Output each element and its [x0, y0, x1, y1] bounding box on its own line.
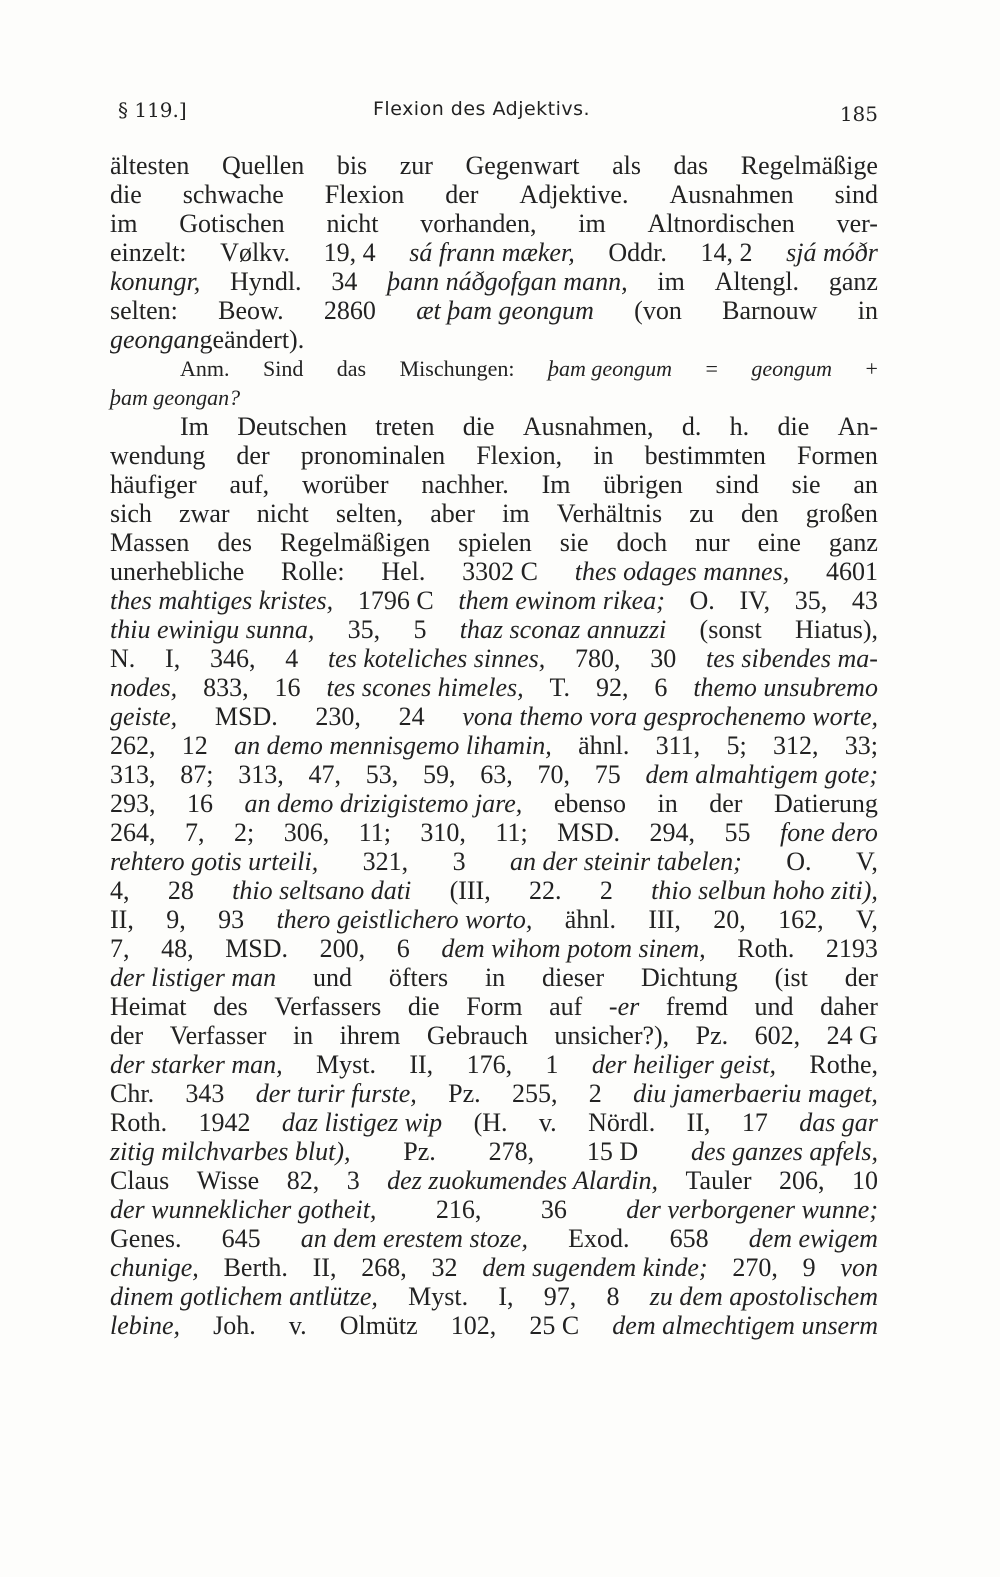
text-line: wendung der pronominalen Flexion, in bestimmten Formen: [110, 441, 878, 470]
text-line: selten: Beow. 2860 æt þam geongum (von Barnouw in: [110, 296, 878, 325]
text-line: Roth. 1942 daz listigez wip (H. v. Nördl. II, 17 das gar: [110, 1108, 878, 1137]
text-line: II, 9, 93 thero geistlichero worto, ähnl. III, 20, 162, V,: [110, 905, 878, 934]
section-reference: § 119.]: [118, 98, 187, 122]
text-line: zitig milchvarbes blut), Pz. 278, 15 D des ganzes apfels,: [110, 1137, 878, 1166]
text-line: 313, 87; 313, 47, 53, 59, 63, 70, 75 dem almahtigem gote;: [110, 760, 878, 789]
text-line: 262, 12 an demo mennisgemo lihamin, ähnl. 311, 5; 312, 33;: [110, 731, 878, 760]
text-line: 293, 16 an demo drizigistemo jare, ebenso in der Datierung: [110, 789, 878, 818]
text-line: Claus Wisse 82, 3 dez zuokumendes Alardin, Tauler 206, 10: [110, 1166, 878, 1195]
text-line: Heimat des Verfassers die Form auf -er fremd und daher: [110, 992, 878, 1021]
text-line: thes mahtiges kristes, 1796 C them ewinom rikea; O. IV, 35, 43: [110, 586, 878, 615]
text-line: rehtero gotis urteili, 321, 3 an der steinir tabelen; O. V,: [110, 847, 878, 876]
text-line: ältesten Quellen bis zur Gegenwart als das Regelmäßige: [110, 151, 878, 180]
text-line: dinem gotlichem antlütze, Myst. I, 97, 8 zu dem apostolischem: [110, 1282, 878, 1311]
text-line: häufiger auf, worüber nachher. Im übrigen sind sie an: [110, 470, 878, 499]
text-line: unerhebliche Rolle: Hel. 3302 C thes odages mannes, 4601: [110, 557, 878, 586]
text-line: Chr. 343 der turir furste, Pz. 255, 2 diu jamerbaeriu maget,: [110, 1079, 878, 1108]
text-line: Massen des Regelmäßigen spielen sie doch nur eine ganz: [110, 528, 878, 557]
text-line: N. I, 346, 4 tes koteliches sinnes, 780, 30 tes sibendes ma-: [110, 644, 878, 673]
annotation-line: Anm. Sind das Mischungen: þam geongum = geongum +: [180, 356, 878, 381]
text-line: geiste, MSD. 230, 24 vona themo vora gesprochenemo worte,: [110, 702, 878, 731]
text-line: thiu ewinigu sunna, 35, 5 thaz sconaz annuzzi (sonst Hiatus),: [110, 615, 878, 644]
running-header: [118, 98, 878, 128]
text-line: im Gotischen nicht vorhanden, im Altnordischen ver-: [110, 209, 878, 238]
text-line: nodes, 833, 16 tes scones himeles, T. 92, 6 themo unsubremo: [110, 673, 878, 702]
page-body-text: [110, 151, 878, 1340]
text-line: sich zwar nicht selten, aber im Verhältnis zu den großen: [110, 499, 878, 528]
text-line: chunige, Berth. II, 268, 32 dem sugendem kinde; 270, 9 von: [110, 1253, 878, 1282]
text-line: der listiger man und öfters in dieser Dichtung (ist der: [110, 963, 878, 992]
text-line: geongan geändert).: [110, 325, 305, 354]
text-line: 264, 7, 2; 306, 11; 310, 11; MSD. 294, 55 fone dero: [110, 818, 878, 847]
text-line: konungr, Hyndl. 34 þann náðgofgan mann, im Altengl. ganz: [110, 267, 878, 296]
text-line: der wunneklicher gotheit, 216, 36 der verborgener wunne;: [110, 1195, 878, 1224]
page-number: 185: [839, 102, 878, 126]
text-line: 7, 48, MSD. 200, 6 dem wihom potom sinem, Roth. 2193: [110, 934, 878, 963]
text-line: 4, 28 thio seltsano dati (III, 22. 2 thio selbun hoho ziti),: [110, 876, 878, 905]
text-line: die schwache Flexion der Adjektive. Ausnahmen sind: [110, 180, 878, 209]
text-line: der Verfasser in ihrem Gebrauch unsicher?), Pz. 602, 24 G: [110, 1021, 878, 1050]
text-line: der starker man, Myst. II, 176, 1 der heiliger geist, Rothe,: [110, 1050, 878, 1079]
annotation-line: þam geongan?: [110, 385, 241, 410]
text-line: Genes. 645 an dem erestem stoze, Exod. 658 dem ewigem: [110, 1224, 878, 1253]
running-title: Flexion des Adjektivs.: [373, 98, 591, 120]
text-line: Im Deutschen treten die Ausnahmen, d. h. die An-: [180, 412, 878, 441]
text-line: einzelt: Vølkv. 19, 4 sá frann mæker, Oddr. 14, 2 sjá móðr: [110, 238, 878, 267]
text-line: lebine, Joh. v. Olmütz 102, 25 C dem almechtigem unserm: [110, 1311, 878, 1340]
